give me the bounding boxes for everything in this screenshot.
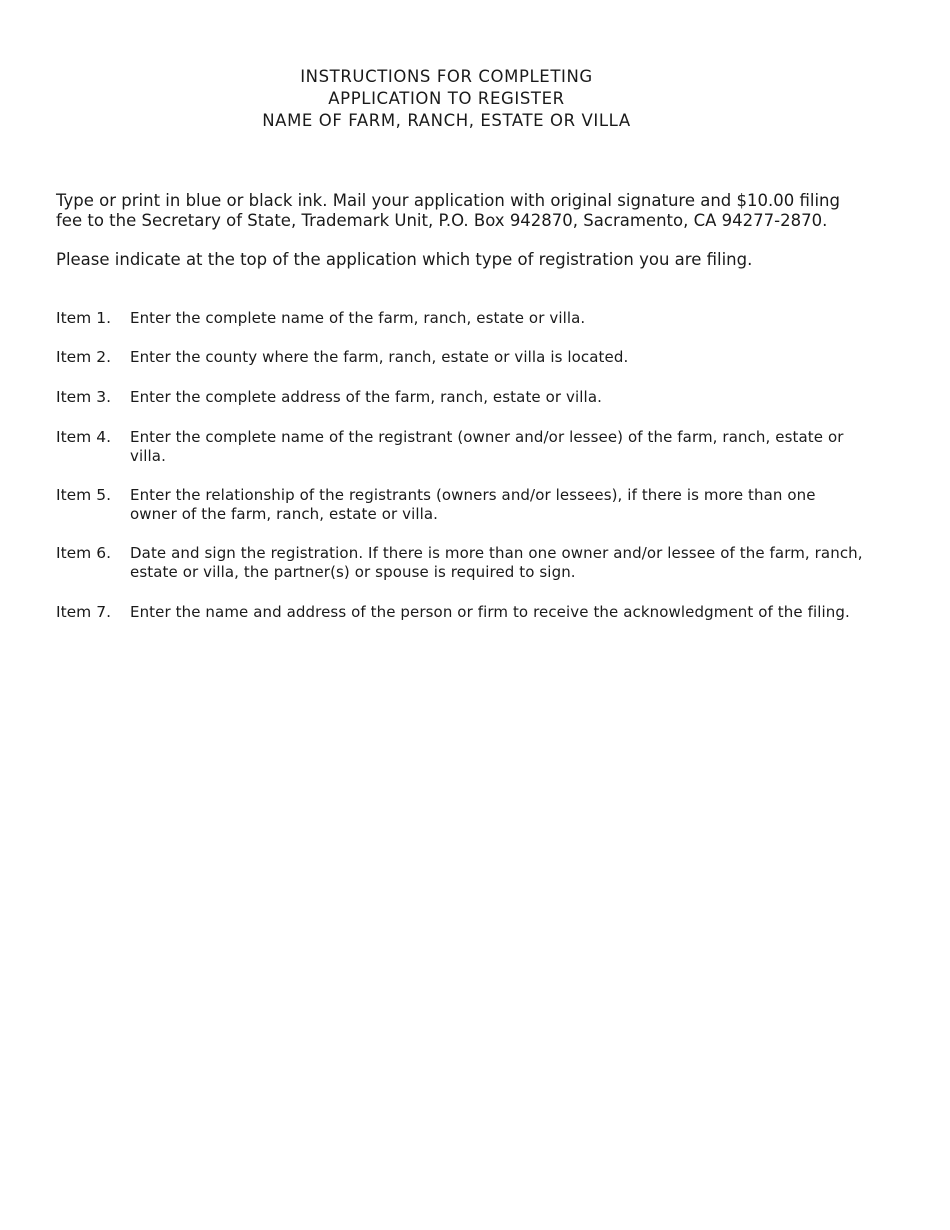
list-item — [56, 544, 866, 583]
title-line-1: INSTRUCTIONS FOR COMPLETING — [300, 67, 593, 86]
item-list — [56, 309, 866, 622]
item-text: Enter the name and address of the person or firm to receive the acknowledgment of the filing. — [130, 602, 850, 621]
item-text: Enter the county where the farm, ranch, estate or villa is located. — [130, 347, 629, 366]
document-title — [0, 66, 893, 132]
list-item — [56, 603, 866, 623]
list-item — [56, 486, 866, 525]
list-item — [56, 348, 866, 368]
item-text: Enter the complete address of the farm, ranch, estate or villa. — [130, 388, 602, 406]
item-text: Date and sign the registration. If there is more than one owner and/or lessee of the farm, ranch, estate or villa, the partner(s) or spouse is required to sign. — [130, 543, 863, 581]
item-text: Enter the complete name of the farm, ranch, estate or villa. — [130, 309, 586, 327]
item-label: Item 6. — [56, 543, 111, 562]
item-label: Item 2. — [56, 347, 111, 366]
intro-paragraph-registration-type: Please indicate at the top of the application which type of registration you are filing. — [56, 250, 753, 269]
list-item — [56, 388, 866, 408]
list-item — [56, 309, 866, 329]
intro-paragraph-instructions: Type or print in blue or black ink. Mail your application with original signature and $10.00 filing fee to the Secretary of State, Trademark Unit, P.O. Box 942870, Sacramento, CA 94277-2870. — [56, 191, 840, 230]
title-line-3: NAME OF FARM, RANCH, ESTATE OR VILLA — [262, 111, 631, 130]
title-line-2: APPLICATION TO REGISTER — [328, 89, 565, 108]
item-label: Item 3. — [56, 388, 111, 406]
item-text: Enter the complete name of the registrant (owner and/or lessee) of the farm, ranch, estate or villa. — [130, 427, 844, 465]
item-label: Item 5. — [56, 485, 111, 504]
item-label: Item 1. — [56, 309, 111, 327]
item-label: Item 7. — [56, 602, 111, 621]
item-label: Item 4. — [56, 427, 111, 446]
list-item — [56, 428, 866, 467]
item-text: Enter the relationship of the registrants (owners and/or lessees), if there is more than one owner of the farm, ranch, estate or villa. — [130, 485, 816, 523]
